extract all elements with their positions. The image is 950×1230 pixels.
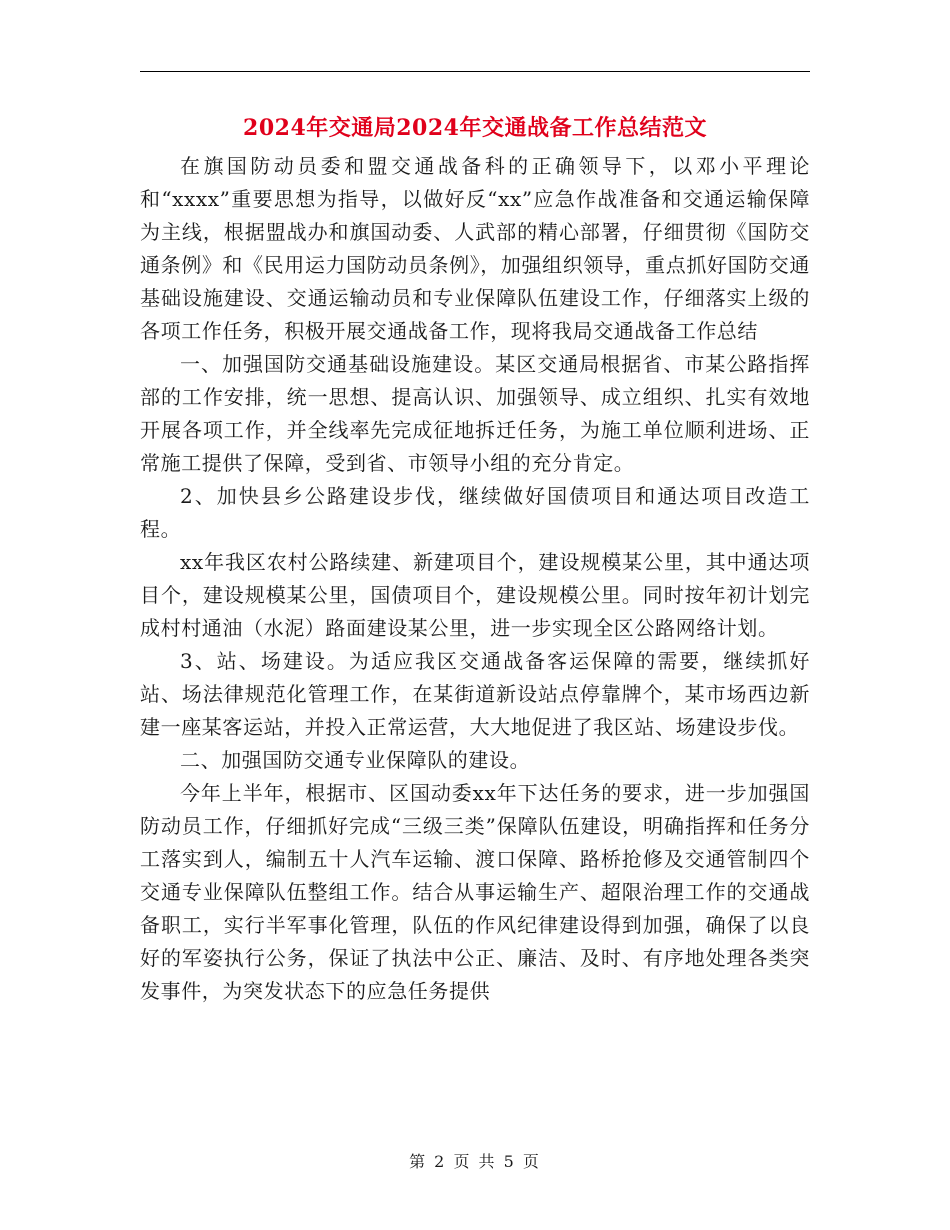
paragraph-intro: 在旗国防动员委和盟交通战备科的正确领导下，以邓小平理论和“xxxx”重要思想为指导，以做好反“xx”应急作战准备和交通运输保障为主线，根据盟战办和旗国动委、人武部的精心部署，仔细贯彻《国防交通条例》和《民用运力国防动员条例》，加强组织领导，重点抓好国防交通基础设施建设、交通运输动员和专业保障队伍建设工作，仔细落实上级的各项工作任务，积极开展交通战备工作，现将我局交通战备工作总结 — [140, 154, 810, 343]
header-rule — [140, 71, 810, 72]
paragraph-section-2: 二、加强国防交通专业保障队的建设。 — [180, 748, 531, 772]
paragraph-item-3: 3、站、场建设。为适应我区交通战备客运保障的需要，继续抓好站、场法律规范化管理工作，在某街道新设站点停靠牌个，某市场西边新建一座某客运站，并投入正常运营，大大地促进了我区站、场建设步伐。 — [140, 649, 810, 739]
paragraph-section-1: 一、加强国防交通基础设施建设。某区交通局根据省、市某公路指挥部的工作安排，统一思想、提高认识、加强领导、成立组织、扎实有效地开展各项工作，并全线率先完成征地拆迁任务，为施工单位顺利进场、正常施工提供了保障，受到省、市领导小组的充分肯定。 — [140, 352, 810, 475]
document-title: 2024年交通局2024年交通战备工作总结范文 — [243, 115, 707, 141]
page-number-footer: 第 2 页 共 5 页 — [409, 1152, 541, 1171]
document-body — [140, 150, 810, 1008]
paragraph-item-2-detail: xx年我区农村公路续建、新建项目个，建设规模某公里，其中通达项目个，建设规模某公里，国债项目个，建设规模公里。同时按年初计划完成村村通油（水泥）路面建设某公里，进一步实现全区公路网络计划。 — [140, 550, 810, 640]
paragraph-item-2: 2、加快县乡公路建设步伐，继续做好国债项目和通达项目改造工程。 — [140, 484, 810, 541]
paragraph-section-2-detail: 今年上半年，根据市、区国动委xx年下达任务的要求，进一步加强国防动员工作，仔细抓好完成“三级三类”保障队伍建设，明确指挥和任务分工落实到人，编制五十人汽车运输、渡口保障、路桥抢修及交通管制四个交通专业保障队伍整组工作。结合从事运输生产、超限治理工作的交通战备职工，实行半军事化管理，队伍的作风纪律建设得到加强，确保了以良好的军姿执行公务，保证了执法中公正、廉洁、及时、有序地处理各类突发事件，为突发状态下的应急任务提供 — [140, 781, 810, 1003]
